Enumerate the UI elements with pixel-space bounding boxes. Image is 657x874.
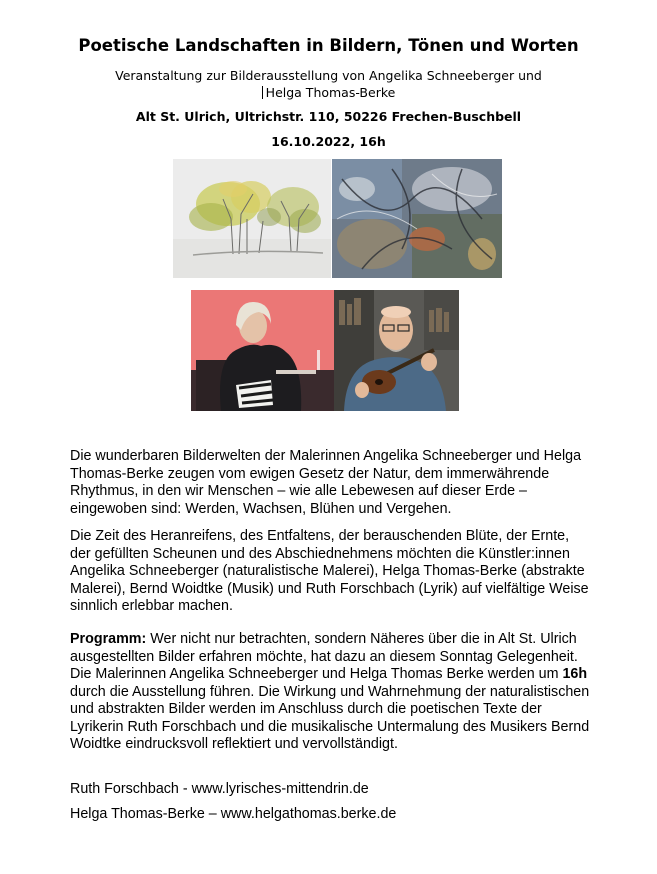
program-text-part2: durch die Ausstellung führen. Die Wirkung und Wahrnehmung der naturalistischen und abstrakten Bilder werden im Anschluss durch die poetischen Texte der Lyrikerin Ruth Forschbach und die musikalische Untermalung des Musikers Bernd Woidtke eindrucksvoll reflektiert und vervollständigt. <box>70 683 590 752</box>
subtitle-line-1: Veranstaltung zur Bilderausstellung von Angelika Schneeberger und <box>115 68 542 83</box>
subtitle-line-2: Helga Thomas-Berke <box>0 84 657 101</box>
event-date: 16.10.2022, 16h <box>271 134 386 149</box>
event-address: Alt St. Ulrich, Ultrichstr. 110, 50226 Frechen-Buschbell <box>135 109 522 124</box>
photo-musician-image <box>334 290 459 411</box>
intro-paragraph: Die wunderbaren Bilderwelten der Malerinnen Angelika Schneeberger und Helga Thomas-Berke zeugen vom ewigen Gesetz der Natur, dem immerwährende Rhythmus, in den wir Menschen – wie alle Lebewesen auf dieser Erde – eingewoben sind: Werden, Wachsen, Blühen und Vergehen. <box>70 448 582 517</box>
ruth-forschbach-link[interactable]: Ruth Forschbach - www.lyrisches-mittendrin.de <box>70 781 369 797</box>
program-label: Programm: <box>70 631 147 647</box>
painting-trees-image <box>173 159 331 278</box>
helga-thomas-berke-link[interactable]: Helga Thomas-Berke – www.helgathomas.berke.de <box>70 806 397 822</box>
program-time: 16h <box>562 666 588 682</box>
painting-abstract-image <box>332 159 502 278</box>
event-subtitle <box>0 67 657 101</box>
page-title: Poetische Landschaften in Bildern, Tönen und Worten <box>78 36 579 55</box>
program-paragraph <box>70 631 590 754</box>
program-text-part1: Wer nicht nur betrachten, sondern Näheres über die in Alt St. Ulrich ausgestellten Bilder erfahren möchte, hat dazu an diesem Sonntag Gelegenheit. Die Malerinnen Angelika Schneeberger und Helga Thomas Berke werden um <box>70 631 578 682</box>
photo-woman-image <box>191 290 334 411</box>
description-paragraph: Die Zeit des Heranreifens, des Entfaltens, der berauschenden Blüte, der Ernte, der gefüllten Scheunen und des Abschiednehmens möchten die Künstler:innen Angelika Schneeberger (naturalistische Malerei), Helga Thomas-Berke (abstrakte Malerei), Bernd Woidtke (Musik) und Ruth Forschbach (Lyrik) auf vielfältige Weise sinnlich erlebbar machen. <box>70 528 589 614</box>
